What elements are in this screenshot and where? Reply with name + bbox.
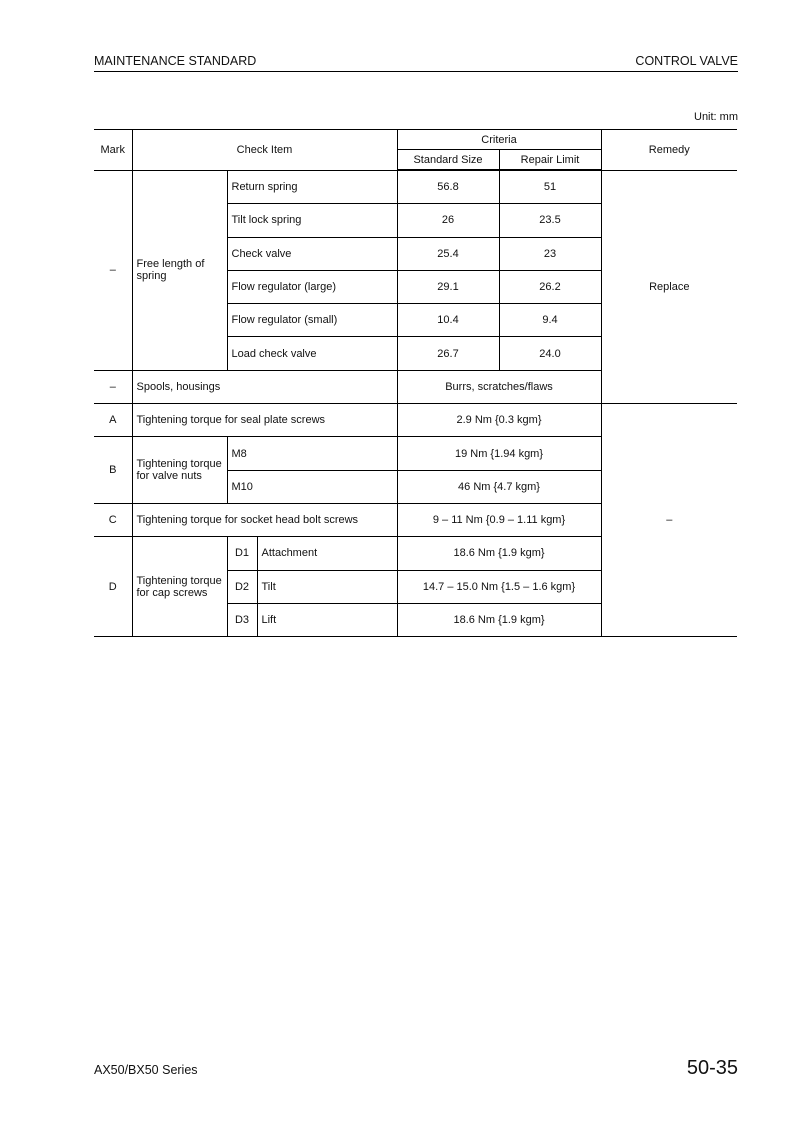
spring-item: Tilt lock spring xyxy=(227,204,397,237)
header-mark: Mark xyxy=(94,130,132,171)
spools-criteria: Burrs, scratches/flaws xyxy=(397,370,601,403)
row-a-criteria: 2.9 Nm {0.3 kgm} xyxy=(397,404,601,437)
row-d-criteria: 18.6 Nm {1.9 kgm} xyxy=(397,537,601,570)
header-check-item: Check Item xyxy=(132,130,397,171)
row-d-criteria: 14.7 – 15.0 Nm {1.5 – 1.6 kgm} xyxy=(397,570,601,603)
maintenance-standard-table xyxy=(94,129,737,637)
row-c-criteria: 9 – 11 Nm {0.9 – 1.11 kgm} xyxy=(397,503,601,536)
spring-standard-size: 26.7 xyxy=(397,337,499,370)
spring-item: Flow regulator (large) xyxy=(227,270,397,303)
row-a-item: Tightening torque for seal plate screws xyxy=(132,404,397,437)
spring-repair-limit: 51 xyxy=(499,170,601,204)
row-d-item: Attachment xyxy=(257,537,397,570)
spring-repair-limit: 26.2 xyxy=(499,270,601,303)
page-number: 50-35 xyxy=(686,1057,738,1079)
row-d-code: D3 xyxy=(227,603,257,636)
header-criteria: Criteria xyxy=(397,130,601,150)
row-d-code: D1 xyxy=(227,537,257,570)
row-b-mark: B xyxy=(94,437,132,504)
spring-group-label: Free length of spring xyxy=(132,170,227,370)
spring-mark: – xyxy=(94,170,132,370)
table-row xyxy=(94,404,737,437)
header-repair-limit: Repair Limit xyxy=(499,150,601,171)
header-section-title: MAINTENANCE STANDARD xyxy=(94,54,257,68)
header-chapter-title: CONTROL VALVE xyxy=(635,54,738,68)
footer-series: AX50/BX50 Series xyxy=(94,1063,198,1077)
row-d-item: Tilt xyxy=(257,570,397,603)
page-header xyxy=(94,53,738,72)
spring-standard-size: 56.8 xyxy=(397,170,499,204)
spring-standard-size: 26 xyxy=(397,204,499,237)
spring-item: Load check valve xyxy=(227,337,397,370)
row-b-label: Tightening torque for valve nuts xyxy=(132,437,227,504)
header-remedy: Remedy xyxy=(601,130,737,171)
row-b-item: M8 xyxy=(227,437,397,470)
spring-item: Flow regulator (small) xyxy=(227,304,397,337)
spring-standard-size: 10.4 xyxy=(397,304,499,337)
spring-remedy: Replace xyxy=(601,170,737,404)
table-header-row xyxy=(94,130,737,150)
row-c-item: Tightening torque for socket head bolt screws xyxy=(132,503,397,536)
header-standard-size: Standard Size xyxy=(397,150,499,171)
spring-repair-limit: 23.5 xyxy=(499,204,601,237)
row-c-mark: C xyxy=(94,503,132,536)
row-d-criteria: 18.6 Nm {1.9 kgm} xyxy=(397,603,601,636)
spring-item: Return spring xyxy=(227,170,397,204)
spools-item: Spools, housings xyxy=(132,370,397,403)
spools-mark: – xyxy=(94,370,132,403)
row-b-item: M10 xyxy=(227,470,397,503)
table-row xyxy=(94,170,737,204)
row-d-code: D2 xyxy=(227,570,257,603)
torque-remedy: – xyxy=(601,404,737,637)
row-b-criteria: 46 Nm {4.7 kgm} xyxy=(397,470,601,503)
spring-item: Check valve xyxy=(227,237,397,270)
spring-repair-limit: 9.4 xyxy=(499,304,601,337)
row-d-item: Lift xyxy=(257,603,397,636)
spring-standard-size: 29.1 xyxy=(397,270,499,303)
spring-repair-limit: 24.0 xyxy=(499,337,601,370)
row-b-criteria: 19 Nm {1.94 kgm} xyxy=(397,437,601,470)
row-d-label: Tightening torque for cap screws xyxy=(132,537,227,637)
spring-standard-size: 25.4 xyxy=(397,237,499,270)
spring-repair-limit: 23 xyxy=(499,237,601,270)
row-a-mark: A xyxy=(94,404,132,437)
row-d-mark: D xyxy=(94,537,132,637)
unit-label: Unit: mm xyxy=(694,111,738,123)
